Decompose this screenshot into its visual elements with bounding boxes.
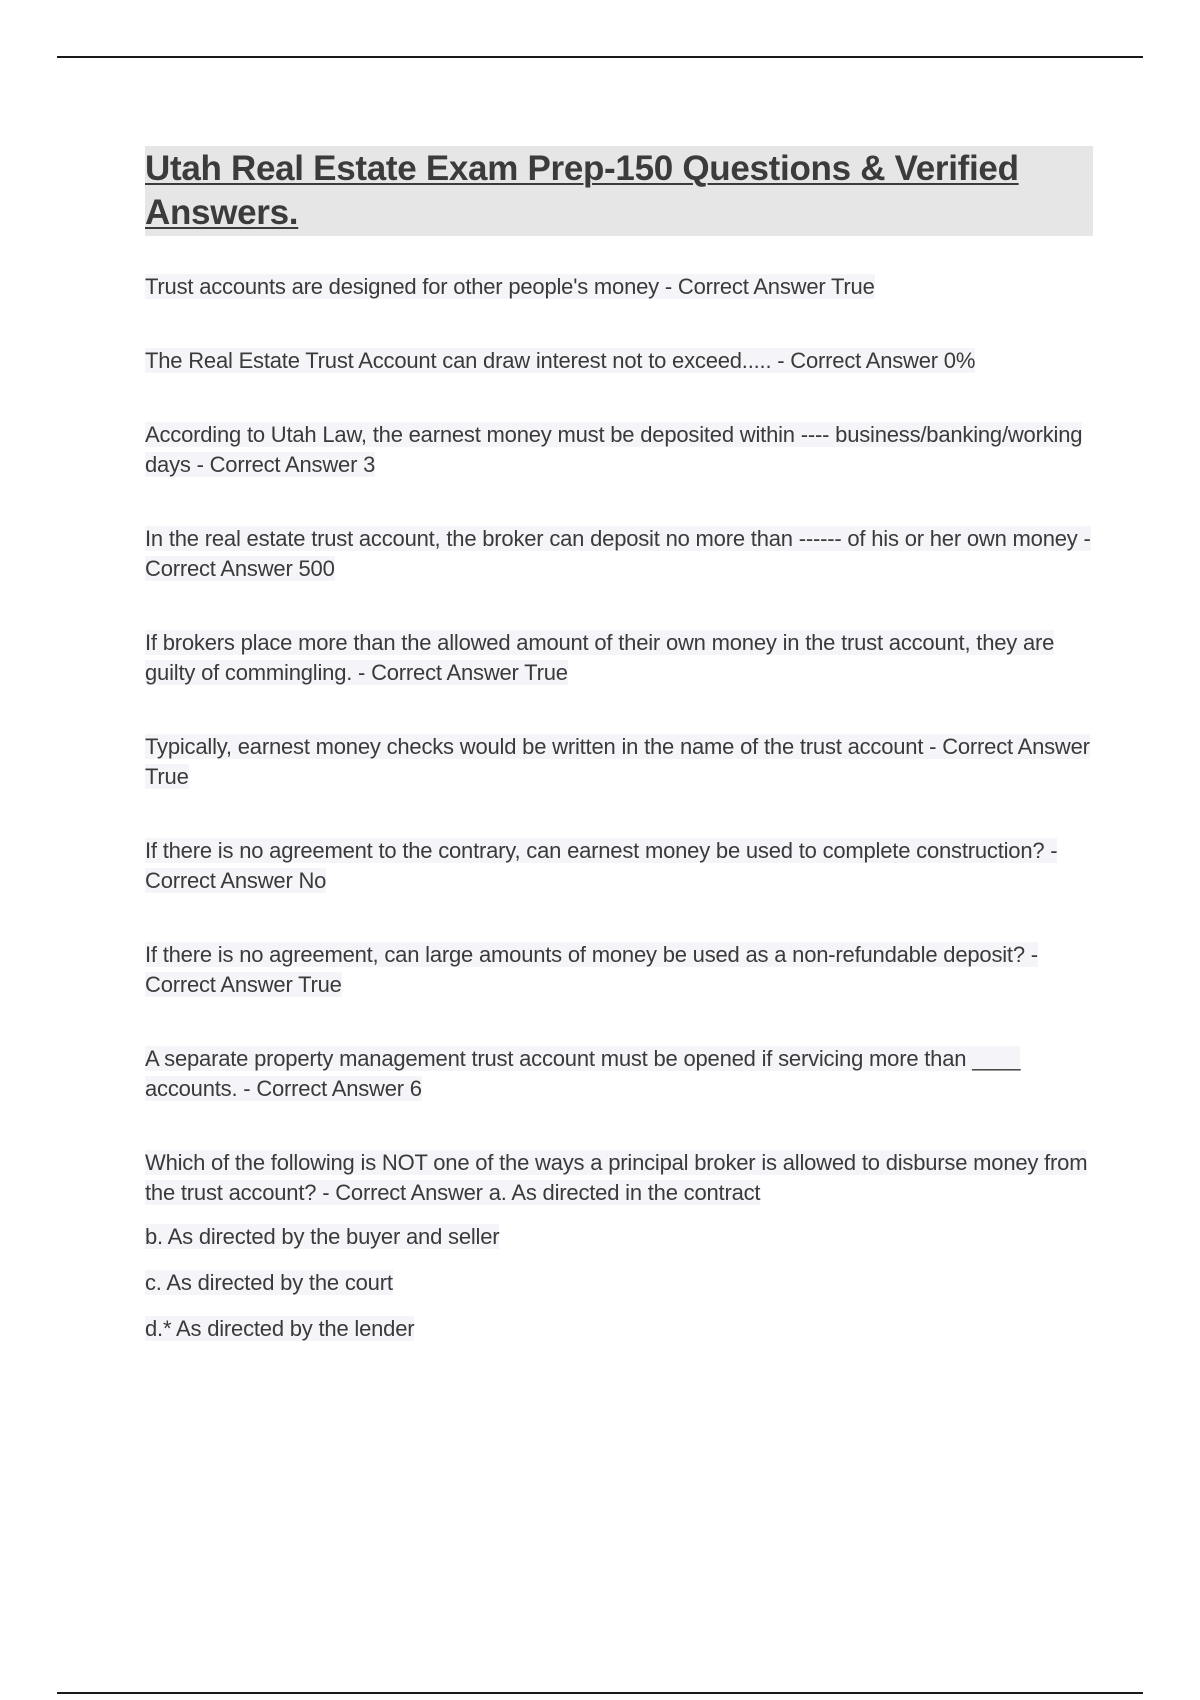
qa-item — [145, 732, 1093, 792]
qa-item — [145, 272, 1093, 302]
bottom-rule — [57, 1692, 1143, 1694]
qa-text: Trust accounts are designed for other people's money - Correct Answer True — [145, 274, 875, 299]
mc-question — [145, 1148, 1093, 1208]
qa-text: If there is no agreement to the contrary, can earnest money be used to complete construction? - Correct Answer No — [145, 838, 1058, 893]
qa-text: If brokers place more than the allowed amount of their own money in the trust account, they are guilty of commingling. - Correct Answer True — [145, 630, 1055, 685]
mc-option — [145, 1268, 1093, 1298]
qa-item — [145, 524, 1093, 584]
qa-item — [145, 940, 1093, 1000]
page-title: Utah Real Estate Exam Prep-150 Questions & Verified Answers. — [145, 149, 1019, 232]
qa-text: According to Utah Law, the earnest money must be deposited within ---- business/banking/working days - Correct Answer 3 — [145, 422, 1083, 477]
mc-option — [145, 1222, 1093, 1252]
qa-item — [145, 836, 1093, 896]
top-rule — [57, 56, 1143, 58]
qa-list — [145, 272, 1093, 1360]
qa-text: A separate property management trust account must be opened if servicing more than ____ accounts. - Correct Answer 6 — [145, 1046, 1021, 1101]
qa-text: If there is no agreement, can large amounts of money be used as a non-refundable deposit? - Correct Answer True — [145, 942, 1038, 997]
qa-item — [145, 346, 1093, 376]
mc-option-text: c. As directed by the court — [145, 1270, 393, 1295]
mc-option-text: b. As directed by the buyer and seller — [145, 1224, 500, 1249]
qa-item — [145, 628, 1093, 688]
mc-option — [145, 1314, 1093, 1344]
qa-text: The Real Estate Trust Account can draw interest not to exceed..... - Correct Answer 0% — [145, 348, 976, 373]
qa-text: In the real estate trust account, the broker can deposit no more than ------ of his or her own money - Correct Answer 500 — [145, 526, 1091, 581]
qa-item — [145, 1044, 1093, 1104]
qa-item — [145, 420, 1093, 480]
mc-option-text: d.* As directed by the lender — [145, 1316, 415, 1341]
qa-text: Typically, earnest money checks would be written in the name of the trust account - Correct Answer True — [145, 734, 1090, 789]
title-block — [145, 146, 1093, 236]
mc-question-text: Which of the following is NOT one of the ways a principal broker is allowed to disburse money from the trust account? - Correct Answer a. As directed in the contract — [145, 1150, 1088, 1205]
